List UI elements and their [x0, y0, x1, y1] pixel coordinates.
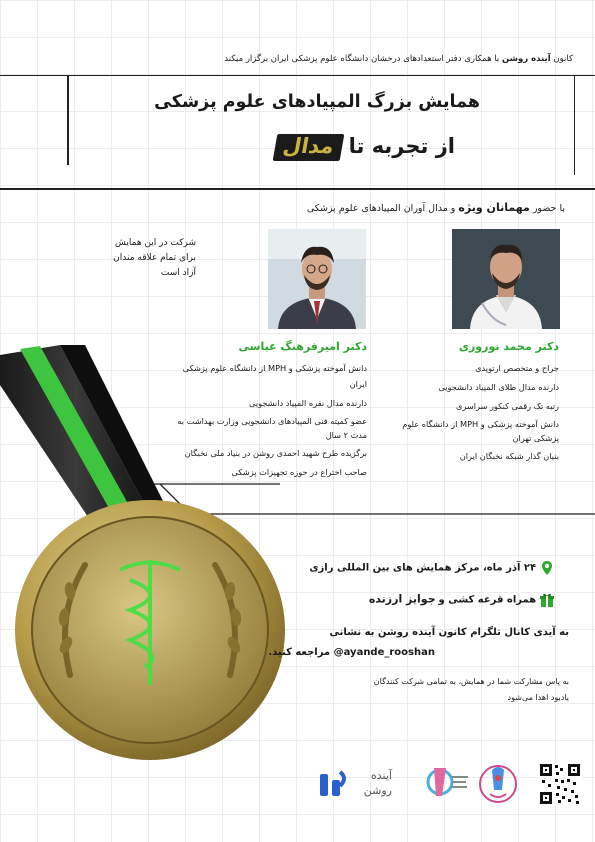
- ayande-logo-word-2: روشن: [363, 784, 392, 797]
- university-seal-logo: [478, 760, 518, 806]
- guests-divider: [0, 188, 595, 190]
- speaker-2-name: دکتر امیرفرهنگ عباسی: [238, 340, 367, 353]
- subtitle-pre: از تجربه تا: [348, 134, 455, 158]
- speaker-2-bio-item: عضو کمیته فنی المپیادهای دانشجویی وزارت بهداشت به مدت ۲ سال: [177, 416, 367, 440]
- intro-pre: کانون: [553, 54, 573, 64]
- telegram-line: به آیدی کانال تلگرام کانون آینده روشن به نشانی: [329, 627, 569, 638]
- prize-pre: همراه قرعه کشی و: [438, 594, 537, 606]
- speaker-2-bio-item: صاحب اختراع در حوزه تجهیزات پزشکی: [231, 467, 367, 477]
- speaker-1-bio-item: دارنده مدال طلای المپیاد دانشجویی: [438, 382, 559, 392]
- event-date-line: [309, 560, 555, 576]
- handle-line: [268, 647, 435, 658]
- speaker-2-bio-item: دانش آموخته پزشکی و MPH از دانشگاه علوم پزشکی ایران: [182, 363, 367, 389]
- event-venue: ، مرکز همایش های بین المللی رازی: [309, 562, 487, 574]
- telegram-handle[interactable]: @ayande_rooshan: [333, 647, 435, 658]
- speaker-2-photo: [268, 229, 366, 329]
- speaker-1-bio-item: بنیان گذار شبکه نخبگان ایران: [459, 451, 559, 461]
- speaker-1-bio-item: رتبه تک رقمی کنکور سراسری: [455, 401, 559, 411]
- location-pin-icon: [539, 560, 555, 576]
- left-frame-line: [67, 75, 69, 165]
- guests-post: و مدال آوران المپیادهای علوم پزشکی: [306, 203, 456, 214]
- prize-bold: جوایز ارزنده: [368, 592, 436, 606]
- ayande-logo-text: [352, 768, 392, 798]
- event-date: ۲۴ آذر ماه: [486, 562, 537, 574]
- subtitle: [275, 134, 455, 161]
- org-name: آینده روشن: [502, 54, 551, 64]
- speaker-1-name: دکتر محمد نوروزی: [458, 340, 559, 353]
- free-entry-note: [46, 236, 196, 281]
- free-note-line-2: برای تمام علاقه مندان: [113, 253, 196, 263]
- free-note-line-1: شرکت در این همایش: [114, 238, 196, 248]
- ayande-logo-word-1: آینده: [371, 769, 392, 782]
- intro-line: [13, 54, 573, 64]
- gift-icon: [539, 592, 555, 608]
- medal-word: مدال: [272, 134, 343, 161]
- speaker-2-bio-item: برگزیده طرح شهید احمدی روشن در بنیاد ملی نخبگان: [184, 448, 367, 458]
- thanks-line-2: یادبود اهدا می‌شود: [507, 693, 569, 702]
- handle-post: مراجعه کنید.: [268, 647, 331, 658]
- speaker-1-bio: [384, 360, 559, 467]
- thanks-line-1: به پاس مشارکت شما در همایش، به تمامی شرکت کنندگان: [373, 677, 569, 686]
- qr-code-icon: [538, 762, 582, 806]
- guests-pre: با حضور: [532, 203, 565, 214]
- speaker-1-bio-item: جراح و متخصص ارتوپدی: [475, 363, 559, 373]
- ayande-roshan-logo: [318, 766, 398, 806]
- speaker-1-bio-item: دانش آموخته پزشکی و MPH از دانشگاه علوم پزشکی تهران: [402, 419, 559, 443]
- medal-illustration: [0, 345, 300, 765]
- free-note-line-3: آزاد است: [160, 268, 196, 278]
- top-divider: [0, 75, 595, 76]
- intro-post: با همکاری دفتر استعدادهای درخشان دانشگاه علوم پزشکی ایران برگزار میکند: [224, 54, 500, 64]
- guests-line: [307, 201, 565, 214]
- right-frame-line: [574, 75, 575, 175]
- guests-bold: مهمانان ویژه: [458, 201, 530, 214]
- main-title: همایش بزرگ المپیادهای علوم پزشکی: [154, 92, 480, 112]
- prize-line: [369, 592, 555, 608]
- speaker-1-photo: [452, 229, 560, 329]
- talents-office-logo: [424, 760, 470, 806]
- speaker-2-bio-item: دارنده مدال نقره المپیاد دانشجویی: [249, 398, 367, 408]
